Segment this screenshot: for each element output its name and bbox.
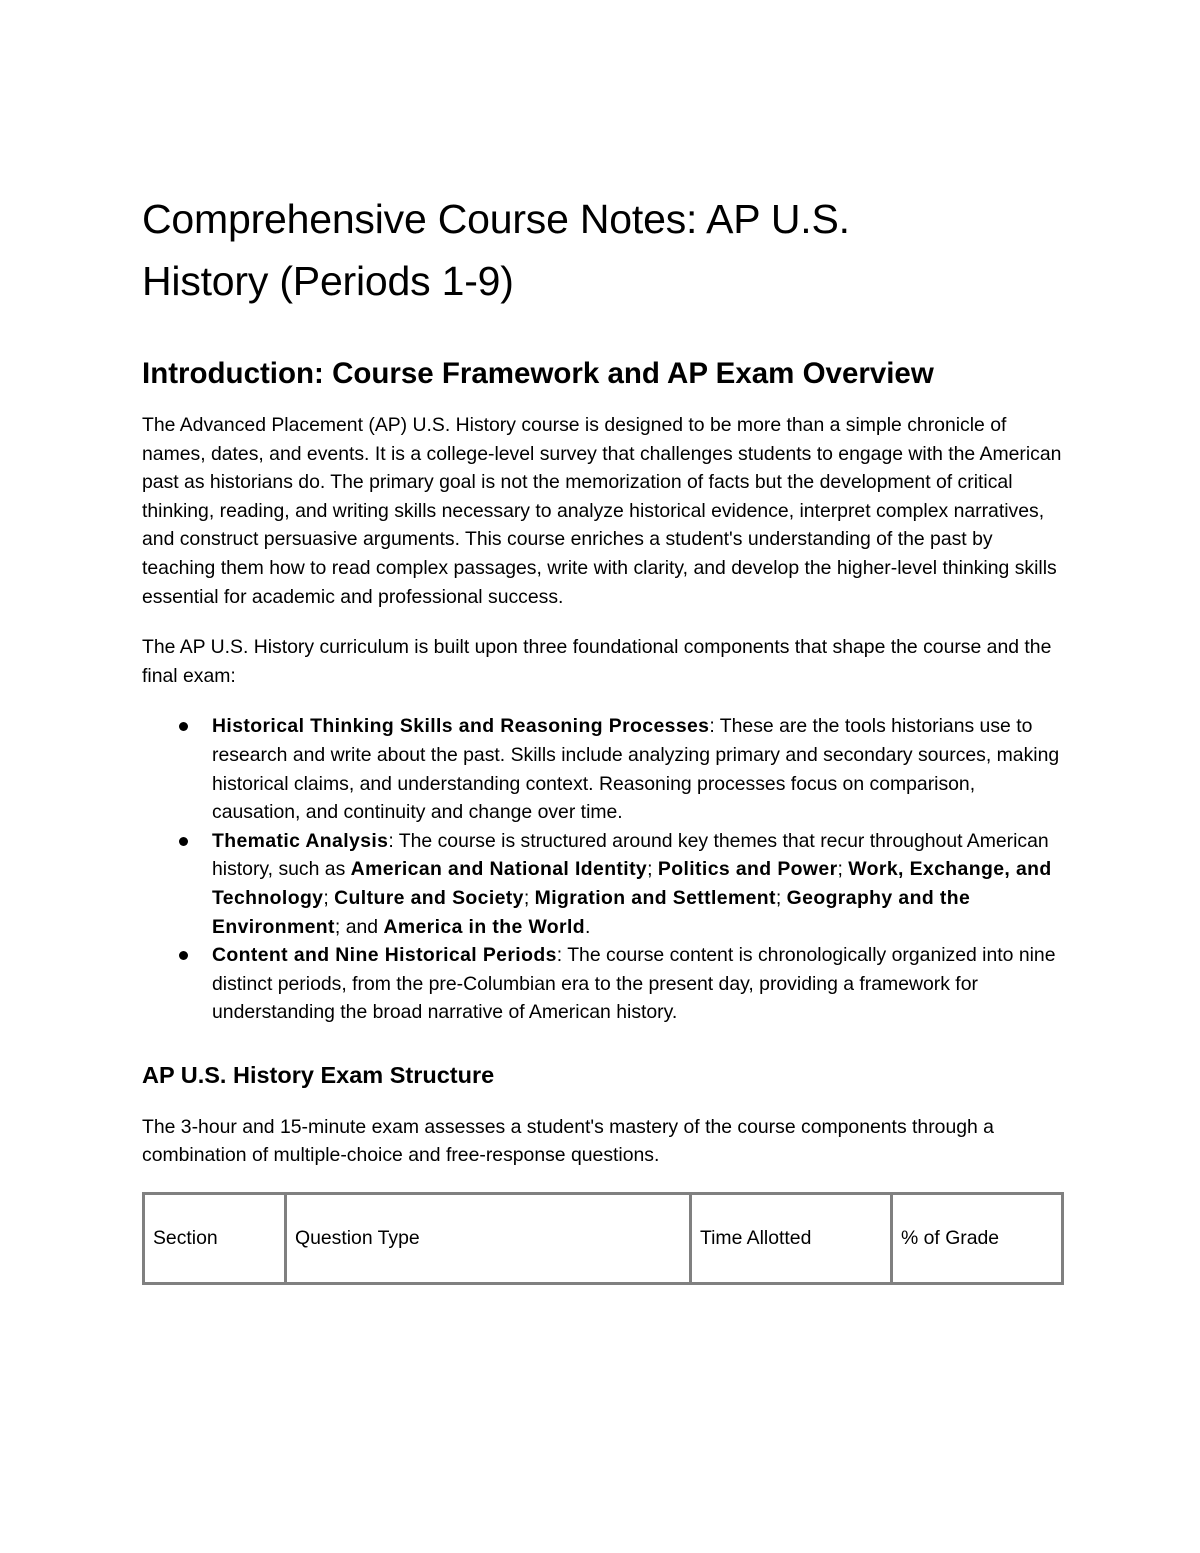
theme-name: Geography and the Environment xyxy=(212,886,971,938)
theme-separator: ; xyxy=(837,858,849,881)
theme-separator: ; xyxy=(647,858,658,881)
bullet-icon xyxy=(179,722,188,731)
title-line-1: Comprehensive Course Notes: AP U.S. xyxy=(142,196,850,242)
theme-name: Migration and Settlement xyxy=(534,886,776,909)
document-content xyxy=(142,188,1062,1285)
component-term: Thematic Analysis xyxy=(212,829,389,852)
table-header-section: Section xyxy=(144,1194,286,1284)
theme-separator: ; and xyxy=(334,915,384,938)
exam-intro: The 3-hour and 15-minute exam assesses a student's mastery of the course components through a combination of multiple-choice and free-response questions. xyxy=(142,1115,994,1167)
intro-heading: Introduction: Course Framework and AP Exam Overview xyxy=(142,357,934,390)
theme-separator: ; xyxy=(523,886,535,909)
component-text: : The course is structured around key themes that recur throughout American history, such as xyxy=(212,829,1049,881)
theme-separator: ; xyxy=(323,886,335,909)
list-item xyxy=(142,941,1062,1027)
theme-name: Culture and Society xyxy=(334,886,524,909)
theme-name: American and National Identity xyxy=(350,858,648,881)
theme-name: America in the World xyxy=(383,915,586,938)
page-title xyxy=(142,188,1062,312)
components-intro: The AP U.S. History curriculum is built upon three foundational components that shape the course and the final exam: xyxy=(142,636,1052,687)
component-text: : These are the tools historians use to research and write about the past. Skills include analyzing primary and secondary sources, making historical claims, and understanding context. Reasoning processes focus on comparison, causation, and continuity and change over time. xyxy=(212,715,1060,824)
table-row xyxy=(144,1194,1063,1284)
table-header-time-allotted: Time Allotted xyxy=(691,1194,892,1284)
table-header-grade-percent: % of Grade xyxy=(892,1194,1063,1284)
exam-heading: AP U.S. History Exam Structure xyxy=(142,1061,495,1088)
bullet-icon xyxy=(179,951,188,960)
theme-separator: ; xyxy=(775,886,787,909)
table-header-question-type: Question Type xyxy=(286,1194,691,1284)
theme-name: Politics and Power xyxy=(657,858,838,881)
components-list xyxy=(142,712,1062,1027)
theme-end: . xyxy=(585,915,591,938)
component-term: Content and Nine Historical Periods xyxy=(212,944,557,967)
exam-table xyxy=(142,1192,1064,1285)
component-text: : The course content is chronologically organized into nine distinct periods, from the pre-Columbian era to the present day, providing a framework for understanding the broad narrative of American history. xyxy=(212,944,1056,1024)
list-item xyxy=(142,712,1062,826)
title-line-2: History (Periods 1-9) xyxy=(142,258,514,304)
theme-name: Work, Exchange, and Technology xyxy=(212,858,1052,909)
list-item xyxy=(142,827,1062,941)
intro-paragraph: The Advanced Placement (AP) U.S. History course is designed to be more than a simple chronicle of names, dates, and events. It is a college-level survey that challenges students to engage with the American past as historians do. The primary goal is not the memorization of facts but the development of critical thinking, reading, and writing skills necessary to analyze historical evidence, interpret complex narratives, and construct persuasive arguments. This course enriches a student's understanding of the past by teaching them how to read complex passages, write with clarity, and develop the higher-level thinking skills essential for academic and professional success. xyxy=(142,414,1062,608)
bullet-icon xyxy=(179,837,188,846)
component-term: Historical Thinking Skills and Reasoning Processes xyxy=(212,715,710,738)
